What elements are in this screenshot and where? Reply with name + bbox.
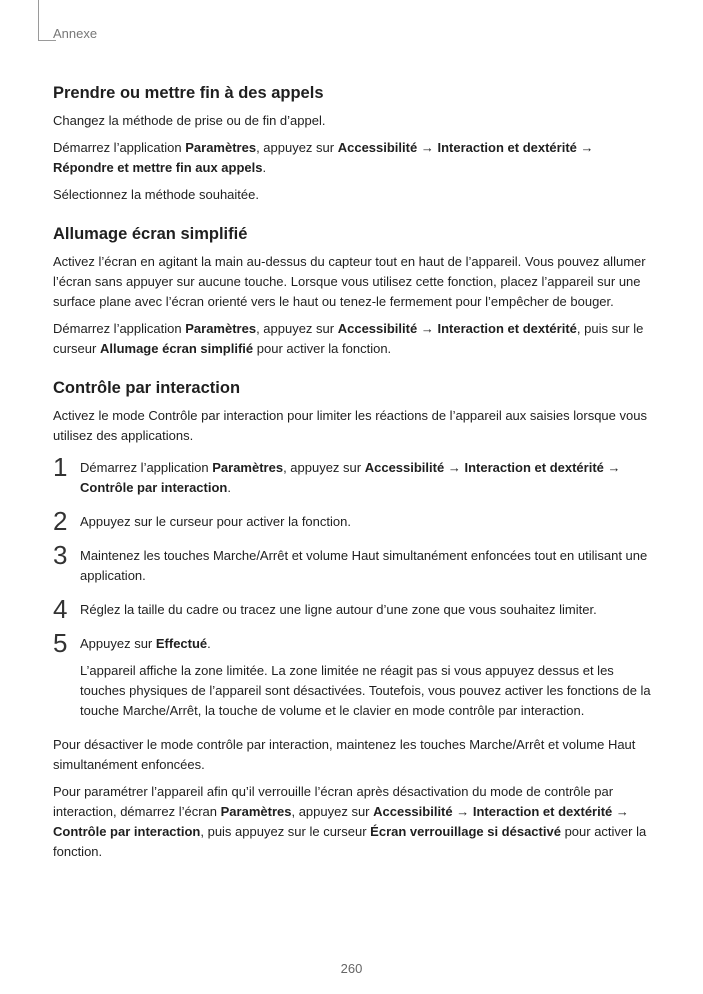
paragraph: [53, 111, 653, 131]
text-run: Changez la méthode de prise ou de fin d’appel.: [53, 113, 326, 128]
text-run: pour activer la fonction.: [253, 341, 392, 356]
bold-term: Répondre et mettre fin aux appels: [53, 160, 263, 175]
paragraph: [53, 138, 653, 178]
text-run: Démarrez l’application: [53, 321, 186, 336]
step-text: [80, 634, 653, 654]
text-run: L’appareil affiche la zone limitée. La zone limitée ne réagit pas si vous appuyez dessus et les touches physiques de l’appareil sont désactivées. Toutefois, vous pouvez activer les fonctions de la touche Marche/Arrêt, la touche de volume et le clavier en mode contrôle par interaction.: [80, 663, 651, 718]
step-item: [53, 540, 653, 586]
bold-term: Effectué: [155, 636, 208, 651]
paragraph: [53, 406, 653, 446]
step-number: 4: [53, 594, 68, 624]
text-run: Activez le mode Contrôle par interaction pour limiter les réactions de l’appareil aux saisies lorsque vous utilisez des applications.: [53, 408, 647, 443]
text-run: , appuyez sur: [256, 321, 338, 336]
bold-term: Interaction et dextérité: [472, 804, 613, 819]
text-run: Appuyez sur le curseur pour activer la fonction.: [80, 514, 351, 529]
text-run: →: [576, 140, 594, 155]
section-calls: [53, 84, 653, 205]
step-number: 5: [53, 628, 68, 658]
step-item: [53, 452, 653, 498]
text-run: Pour désactiver le mode contrôle par interaction, maintenez les touches Marche/Arrêt et volume Haut simultanément enfoncées.: [53, 737, 636, 772]
running-header: Annexe: [53, 26, 98, 41]
text-run: , puis sur le curseur: [53, 321, 644, 356]
text-run: Pour paramétrer l’appareil afin qu’il verrouille l’écran après désactivation du mode de contrôle par interaction, démarrez l’écran: [53, 784, 614, 819]
text-run: , puis appuyez sur le curseur: [200, 824, 371, 839]
text-run: Sélectionnez la méthode souhaitée.: [53, 187, 259, 202]
step-text: [80, 458, 653, 498]
step-text: [80, 661, 653, 721]
text-run: →: [417, 140, 438, 155]
text-run: Maintenez les touches Marche/Arrêt et volume Haut simultanément enfoncées tout en utilisant une application.: [80, 548, 648, 583]
text-run: Appuyez sur: [80, 636, 156, 651]
step-number: 2: [53, 506, 68, 536]
text-run: →: [444, 460, 465, 475]
text-run: .: [262, 160, 267, 175]
bold-term: Paramètres: [220, 804, 292, 819]
paragraph: [53, 319, 653, 359]
text-run: , appuyez sur: [256, 140, 338, 155]
step-item: [53, 628, 653, 721]
paragraph: [53, 782, 653, 862]
bold-term: Interaction et dextérité: [464, 460, 604, 475]
bold-term: Accessibilité: [364, 460, 445, 475]
steps-list: [53, 452, 653, 721]
corner-mark-vertical: [38, 0, 39, 40]
bold-term: Accessibilité: [373, 804, 453, 819]
bold-term: Contrôle par interaction: [53, 824, 201, 839]
section-easy-screen-on: [53, 225, 653, 359]
text-run: Démarrez l’application: [80, 460, 213, 475]
bold-term: Écran verrouillage si désactivé: [370, 824, 561, 839]
text-run: Réglez la taille du cadre ou tracez une ligne autour d’une zone que vous souhaitez limiter.: [80, 602, 597, 617]
bold-term: Interaction et dextérité: [437, 321, 577, 336]
text-run: , appuyez sur: [283, 460, 365, 475]
text-run: →: [603, 460, 621, 475]
text-run: pour activer la fonction.: [53, 824, 647, 859]
text-run: Démarrez l’application: [53, 140, 186, 155]
text-run: →: [452, 804, 473, 819]
text-run: .: [227, 480, 231, 495]
bold-term: Paramètres: [185, 140, 257, 155]
bold-term: Contrôle par interaction: [80, 480, 228, 495]
text-run: .: [207, 636, 211, 651]
step-text: [80, 546, 653, 586]
text-run: →: [612, 804, 629, 819]
bold-term: Interaction et dextérité: [437, 140, 577, 155]
section-title: Prendre ou mettre fin à des appels: [53, 84, 324, 102]
step-number: 1: [53, 452, 68, 482]
page-content: [53, 84, 653, 882]
bold-term: Accessibilité: [337, 140, 418, 155]
page-number: 260: [340, 961, 363, 976]
paragraph: [53, 735, 653, 775]
step-text: [80, 512, 653, 532]
paragraph: [53, 252, 653, 312]
paragraph: [53, 185, 653, 205]
step-number: 3: [53, 540, 68, 570]
section-interaction-control: [53, 379, 653, 862]
step-item: [53, 506, 653, 536]
bold-term: Paramètres: [212, 460, 284, 475]
step-item: [53, 594, 653, 624]
step-text: [80, 600, 653, 620]
section-title: Contrôle par interaction: [53, 379, 241, 397]
bold-term: Accessibilité: [337, 321, 418, 336]
text-run: →: [417, 321, 438, 336]
bold-term: Allumage écran simplifié: [99, 341, 254, 356]
bold-term: Paramètres: [185, 321, 257, 336]
text-run: , appuyez sur: [291, 804, 374, 819]
section-title: Allumage écran simplifié: [53, 225, 248, 243]
text-run: Activez l’écran en agitant la main au-dessus du capteur tout en haut de l’appareil. Vous pouvez allumer l’écran sans appuyer sur aucune touche. Lorsque vous utilisez cette fonction, placez l’appareil sur une surface plane avec l’écran orienté vers le haut ou tenez-le fermement pour l’empêcher de bouger.: [53, 254, 646, 309]
